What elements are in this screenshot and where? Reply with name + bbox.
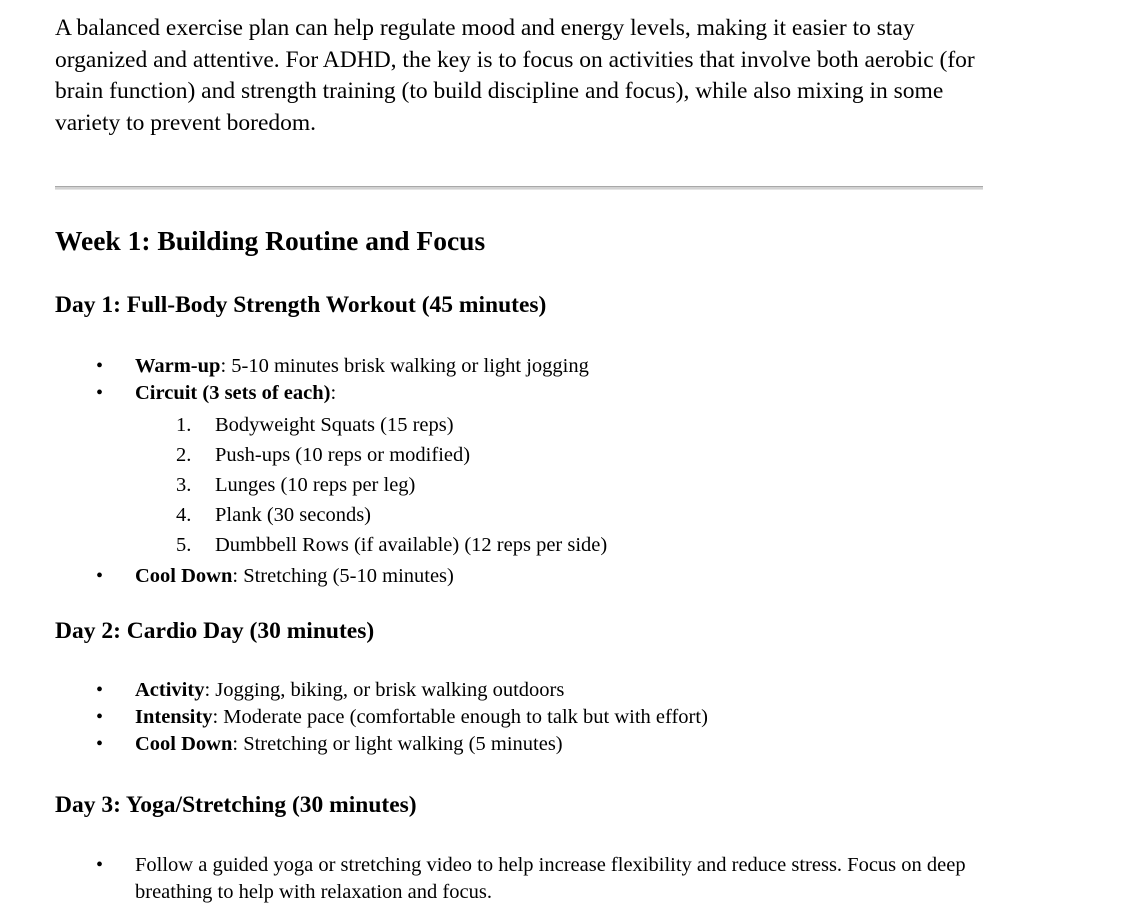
item-number: 1. [176,414,192,436]
item-number: 2. [176,444,192,466]
day1-title: Day 1: Full-Body Strength Workout (45 minutes) [55,292,547,318]
item-label: Warm-up [135,355,221,377]
bullet-icon: • [96,679,104,701]
exercise-item [135,440,607,470]
exercise-text: Push-ups (10 reps or modified) [215,444,471,466]
list-item [55,731,708,758]
exercise-text: Bodyweight Squats (15 reps) [215,414,454,436]
day3-list [55,852,975,906]
item-number: 3. [176,474,192,496]
item-text: : Moderate pace (comfortable enough to talk but with effort) [212,706,708,728]
bullet-icon: • [96,854,104,876]
day2-list [55,677,708,758]
exercise-item [135,410,607,440]
item-text: : [330,382,337,404]
exercise-text: Dumbbell Rows (if available) (12 reps per side) [215,534,608,556]
item-text: : Jogging, biking, or brisk walking outdoors [204,679,565,701]
item-text: : Stretching or light walking (5 minutes) [232,733,563,755]
exercise-text: Plank (30 seconds) [215,504,372,526]
item-text: : 5-10 minutes brisk walking or light jogging [220,355,589,377]
item-label: Cool Down [135,565,233,587]
item-label: Activity [135,679,205,701]
list-item [55,353,607,380]
horizontal-rule [55,186,983,190]
exercise-item [135,530,607,560]
bullet-icon: • [96,382,104,404]
item-label: Intensity [135,706,213,728]
item-number: 5. [176,534,192,556]
bullet-icon: • [96,355,104,377]
bullet-icon: • [96,733,104,755]
exercise-item [135,470,607,500]
list-item [55,852,975,906]
exercise-item [135,500,607,530]
intro-paragraph: A balanced exercise plan can help regulate mood and energy levels, making it easier to stay organized and attentive. For ADHD, the key is to focus on activities that involve both aerobic (for brain function) and strength training (to build discipline and focus), while also mixing in some variety to prevent boredom. [55,15,975,136]
item-number: 4. [176,504,192,526]
bullet-icon: • [96,565,104,587]
day3-title: Day 3: Yoga/Stretching (30 minutes) [55,792,417,818]
item-label: Cool Down [135,733,233,755]
list-item [55,677,708,704]
list-item [55,563,607,590]
day2-title: Day 2: Cardio Day (30 minutes) [55,618,375,644]
exercise-list [135,410,607,560]
week-title: Week 1: Building Routine and Focus [55,225,486,256]
list-item [55,704,708,731]
item-text: Follow a guided yoga or stretching video to help increase flexibility and reduce stress. Focus on deep breathing to help with relaxation and focus. [135,854,966,903]
exercise-text: Lunges (10 reps per leg) [215,474,416,496]
item-label: Circuit (3 sets of each) [135,382,331,404]
bullet-icon: • [96,706,104,728]
list-item [55,380,607,560]
day1-list [55,353,607,590]
item-text: : Stretching (5-10 minutes) [232,565,454,587]
